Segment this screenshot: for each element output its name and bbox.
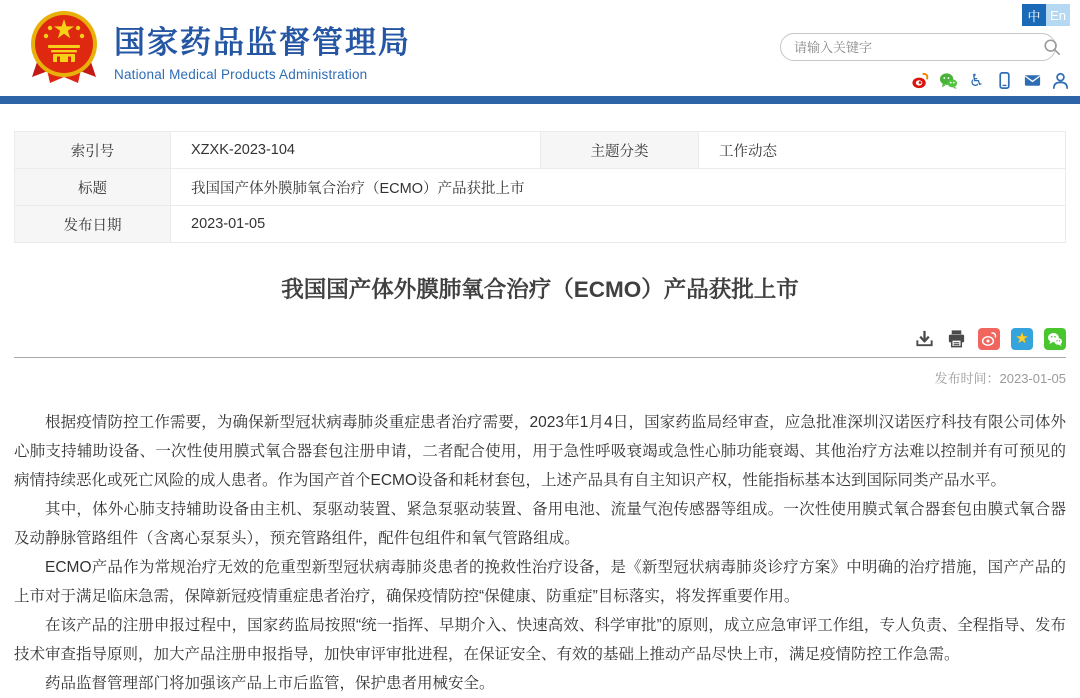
lang-en-button[interactable]: En: [1046, 4, 1070, 26]
info-value-index: XZXK-2023-104: [171, 132, 541, 169]
language-toggle: [780, 4, 1070, 26]
site-header: [0, 0, 1080, 96]
table-row: [15, 132, 1066, 169]
info-value-category: 工作动态: [699, 132, 1066, 169]
share-wechat-icon[interactable]: [1044, 328, 1066, 350]
article-paragraph: 根据疫情防控工作需要，为确保新型冠状病毒肺炎重症患者治疗需要，2023年1月4日，国家药监局经审查，应急批准深圳汉诺医疗科技有限公司体外心肺支持辅助设备、一次性使用膜式氧合器套包注册申请，二者配合使用，用于急性呼吸衰竭或急性心肺功能衰竭、其他治疗方法难以控制并有可预见的病情持续恶化或死亡风险的成人患者。作为国产首个ECMO设备和耗材套包，上述产品具有自主知识产权，性能指标基本达到国际同类产品水平。: [14, 414, 1066, 489]
page-title: 我国国产体外膜肺氧合治疗（ECMO）产品获批上市: [281, 277, 799, 302]
article-paragraph: 其中，体外心肺支持辅助设备由主机、泵驱动装置、紧急泵驱动装置、备用电池、流量气泡传感器等组成。一次性使用膜式氧合器套包由膜式氧合器及动静脉管路组件（含离心泵泵头），预充管路组件，配件包组件和氧气管路组成。: [14, 501, 1066, 547]
table-row: [15, 206, 1066, 243]
site-title-zh: 国家药品监督管理局: [114, 25, 411, 60]
info-label-index: 索引号: [15, 132, 171, 169]
share-qzone-icon[interactable]: ★: [1011, 328, 1033, 350]
info-label-title: 标题: [15, 169, 171, 206]
info-value-date: 2023-01-05: [171, 206, 1066, 243]
header-divider-bar: [0, 96, 1080, 104]
article-paragraph: ECMO产品作为常规治疗无效的危重型新型冠状病毒肺炎患者的挽救性治疗设备，是《新型冠状病毒肺炎诊疗方案》中明确的治疗措施，国产产品的上市对于满足临床急需，保障新冠疫情重症患者治疗，确保疫情防控“保健康、防重症”目标落实，将发挥重要作用。: [14, 559, 1066, 605]
article-paragraph: 在该产品的注册申报过程中，国家药监局按照“统一指挥、早期介入、快速高效、科学审批”的原则，成立应急审评工作组，专人负责、全程指导、发布技术审查指导原则，加大产品注册申报指导，加快审评审批进程，在保证安全、有效的基础上推动产品尽快上市，满足疫情防控工作急需。: [14, 617, 1066, 663]
share-weibo-icon[interactable]: [978, 328, 1000, 350]
user-icon[interactable]: [1051, 71, 1070, 90]
table-row: [15, 169, 1066, 206]
info-label-category: 主题分类: [541, 132, 699, 169]
national-emblem-logo: [24, 7, 104, 89]
wechat-icon[interactable]: [939, 71, 958, 90]
info-value-title: 我国国产体外膜肺氧合治疗（ECMO）产品获批上市: [171, 169, 1066, 206]
accessibility-icon[interactable]: ♿: [968, 70, 985, 90]
print-icon[interactable]: [946, 328, 967, 349]
toolbar-divider: [14, 357, 1066, 358]
lang-zh-button[interactable]: 中: [1022, 4, 1046, 26]
mail-icon[interactable]: [1023, 71, 1042, 90]
article-page: [14, 131, 1066, 698]
search-input[interactable]: [780, 33, 1056, 61]
quick-links-row: [780, 70, 1070, 90]
site-search: [780, 33, 1070, 61]
info-label-date: 发布日期: [15, 206, 171, 243]
article-toolbar: [14, 327, 1066, 350]
site-title-en: National Medical Products Administration: [114, 67, 368, 82]
article-paragraph: 药品监督管理部门将加强该产品上市后监管，保护患者用械安全。: [45, 675, 495, 692]
header-right-panel: [780, 4, 1070, 90]
weibo-icon[interactable]: [911, 71, 930, 90]
site-title-block: [114, 17, 411, 82]
search-icon[interactable]: [1043, 38, 1061, 56]
publish-time: 发布时间：2023-01-05: [934, 371, 1066, 386]
download-icon[interactable]: [914, 328, 935, 349]
document-info-table: [14, 131, 1066, 243]
mobile-icon[interactable]: [995, 71, 1014, 90]
article-body: [14, 408, 1066, 698]
